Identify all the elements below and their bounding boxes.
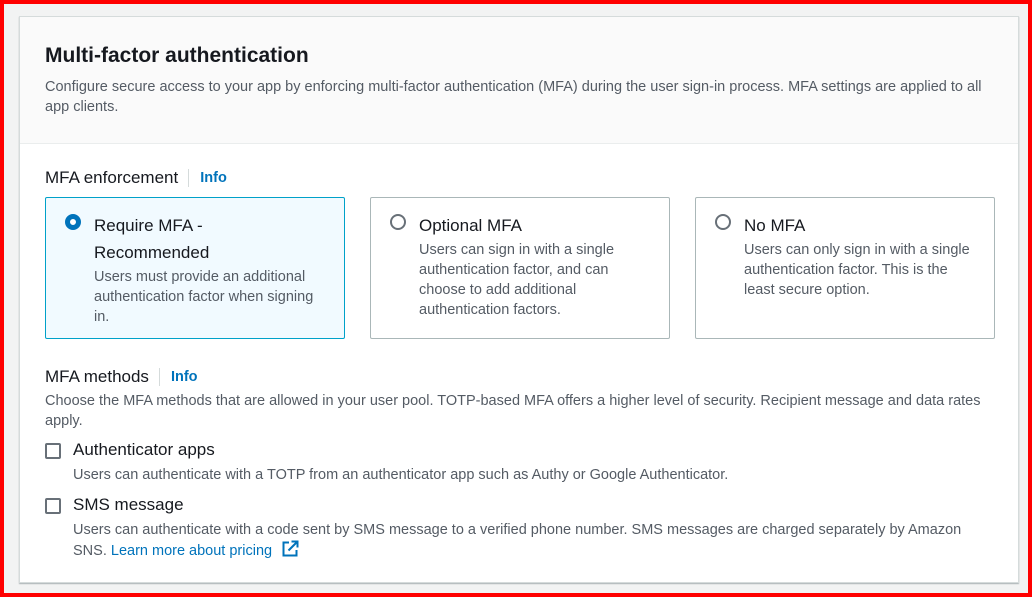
panel-header [20, 17, 1018, 144]
tile-optional-mfa[interactable] [370, 197, 670, 339]
sms-message-label: SMS message [73, 495, 184, 514]
tile-description: Users can only sign in with a single authentication factor. This is the least secure option. [744, 242, 970, 298]
authenticator-apps-description: Users can authenticate with a TOTP from an authenticator app such as Authy or Google Authenticator. [73, 467, 729, 483]
tile-description: Users can sign in with a single authentication factor, and can choose to add additional authentication factors. [419, 242, 615, 318]
sms-message-description: Users can authenticate with a code sent by SMS message to a verified phone number. SMS messages are charged separately by Amazon SNS. [73, 522, 962, 559]
mfa-methods-description: Choose the MFA methods that are allowed in your user pool. TOTP-based MFA offers a higher level of security. Recipient message and data rates apply. [45, 393, 981, 429]
tile-title-line1: Require MFA - [94, 216, 203, 235]
mfa-enforcement-info-link[interactable]: Info [188, 169, 227, 187]
radio-optional-mfa[interactable] [390, 214, 406, 230]
mfa-panel [19, 16, 1019, 583]
sms-message-checkbox[interactable] [45, 498, 61, 514]
external-link-icon[interactable] [281, 540, 299, 564]
authenticator-apps-option [45, 438, 993, 485]
mfa-methods-section [45, 366, 993, 564]
sms-message-option [45, 493, 993, 564]
mfa-methods-info-link[interactable]: Info [159, 368, 198, 386]
mfa-enforcement-header [45, 167, 227, 189]
mfa-methods-label: MFA methods [45, 367, 149, 386]
sms-message-description-block [73, 520, 993, 564]
mfa-enforcement-tiles [45, 197, 995, 339]
tile-no-mfa[interactable] [695, 197, 995, 339]
radio-no-mfa[interactable] [715, 214, 731, 230]
panel-title: Multi-factor authentication [45, 44, 309, 67]
panel-description: Configure secure access to your app by enforcing multi-factor authentication (MFA) during the user sign-in process. MFA settings are applied to all app clients. [45, 79, 982, 115]
tile-title: No MFA [744, 216, 806, 235]
mfa-methods-header [45, 366, 993, 388]
learn-more-pricing-link[interactable]: Learn more about pricing [110, 543, 273, 559]
tile-description: Users must provide an additional authentication factor when signing in. [94, 269, 314, 325]
authenticator-apps-label: Authenticator apps [73, 440, 215, 459]
tile-title [94, 212, 328, 266]
tile-title-line2: Recommended [94, 243, 210, 262]
authenticator-apps-checkbox[interactable] [45, 443, 61, 459]
radio-require-mfa[interactable] [65, 214, 81, 230]
tile-require-mfa[interactable] [45, 197, 345, 339]
mfa-enforcement-label: MFA enforcement [45, 168, 179, 187]
tile-title: Optional MFA [419, 216, 522, 235]
